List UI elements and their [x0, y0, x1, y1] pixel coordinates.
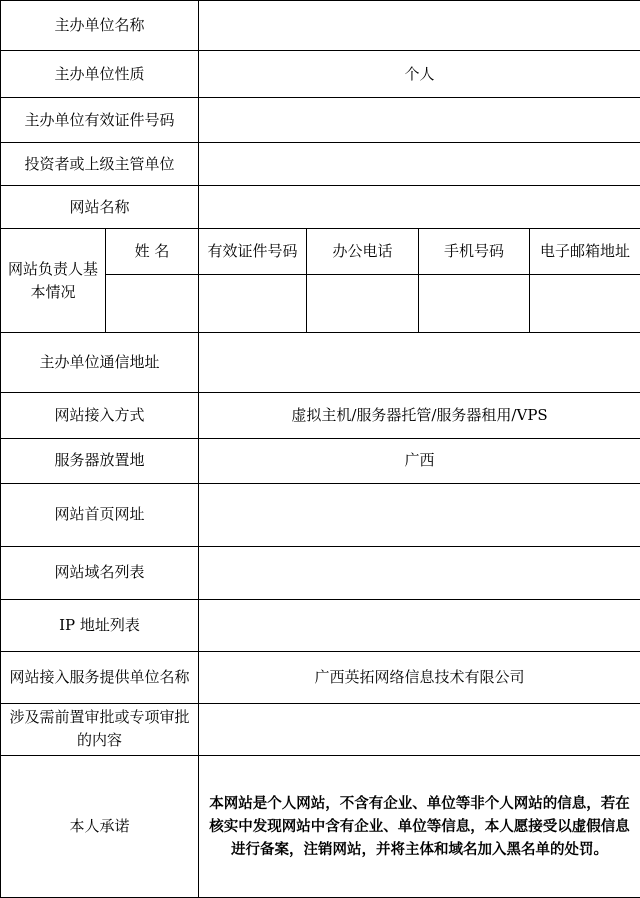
- owner-name-value[interactable]: [106, 275, 199, 333]
- sponsor-cert-no-label: 主办单位有效证件号码: [1, 98, 199, 143]
- row-sponsor-name: [1, 1, 640, 51]
- server-location-label: 服务器放置地: [1, 439, 199, 483]
- sponsor-name-label: 主办单位名称: [1, 1, 199, 51]
- server-location-value[interactable]: 广西: [199, 439, 640, 483]
- row-sponsor-address: [1, 333, 640, 393]
- pledge-text: 本网站是个人网站，不含有企业、单位等非个人网站的信息，若在核实中发现网站中含有企业、单位等信息，本人愿接受以虚假信息进行备案，注销网站，并将主体和域名加入黑名单的处罚。: [199, 755, 640, 897]
- row-sponsor-cert-no: [1, 98, 640, 143]
- pledge-label: 本人承诺: [1, 755, 199, 897]
- pre-approval-label: 涉及需前置审批或专项审批的内容: [1, 703, 199, 755]
- owner-mobile-value[interactable]: [419, 275, 530, 333]
- owner-cert-no-value[interactable]: [199, 275, 307, 333]
- domain-list-label: 网站域名列表: [1, 546, 199, 599]
- homepage-url-value[interactable]: [199, 483, 640, 546]
- access-provider-label: 网站接入服务提供单位名称: [1, 651, 199, 703]
- homepage-url-label: 网站首页网址: [1, 483, 199, 546]
- owner-cert-no-header: 有效证件号码: [199, 229, 307, 275]
- sponsor-address-label: 主办单位通信地址: [1, 333, 199, 393]
- row-access-provider: [1, 651, 640, 703]
- owner-name-header: 姓 名: [106, 229, 199, 275]
- access-method-label: 网站接入方式: [1, 393, 199, 439]
- owner-email-value[interactable]: [530, 275, 640, 333]
- pre-approval-value[interactable]: [199, 703, 640, 755]
- row-site-name: [1, 186, 640, 229]
- access-method-value[interactable]: 虚拟主机/服务器托管/服务器租用/VPS: [199, 393, 640, 439]
- investor-label: 投资者或上级主管单位: [1, 143, 199, 186]
- row-pre-approval: [1, 703, 640, 755]
- row-sponsor-nature: [1, 51, 640, 98]
- row-server-location: [1, 439, 640, 483]
- row-access-method: [1, 393, 640, 439]
- row-domain-list: [1, 546, 640, 599]
- owner-email-header: 电子邮箱地址: [530, 229, 640, 275]
- owner-mobile-header: 手机号码: [419, 229, 530, 275]
- sponsor-address-value[interactable]: [199, 333, 640, 393]
- sponsor-name-value[interactable]: [199, 1, 640, 51]
- site-name-value[interactable]: [199, 186, 640, 229]
- owner-office-phone-value[interactable]: [307, 275, 419, 333]
- row-homepage-url: [1, 483, 640, 546]
- sponsor-nature-label: 主办单位性质: [1, 51, 199, 98]
- owner-office-phone-header: 办公电话: [307, 229, 419, 275]
- sponsor-cert-no-value[interactable]: [199, 98, 640, 143]
- ip-list-value[interactable]: [199, 599, 640, 651]
- site-owner-label: 网站负责人基本情况: [1, 229, 106, 333]
- row-pledge: [1, 755, 640, 897]
- row-investor: [1, 143, 640, 186]
- row-ip-list: [1, 599, 640, 651]
- domain-list-value[interactable]: [199, 546, 640, 599]
- row-site-owner-headers: [1, 229, 640, 275]
- sponsor-nature-value[interactable]: 个人: [199, 51, 640, 98]
- access-provider-value[interactable]: 广西英拓网络信息技术有限公司: [199, 651, 640, 703]
- site-name-label: 网站名称: [1, 186, 199, 229]
- investor-value[interactable]: [199, 143, 640, 186]
- ip-list-label: IP 地址列表: [1, 599, 199, 651]
